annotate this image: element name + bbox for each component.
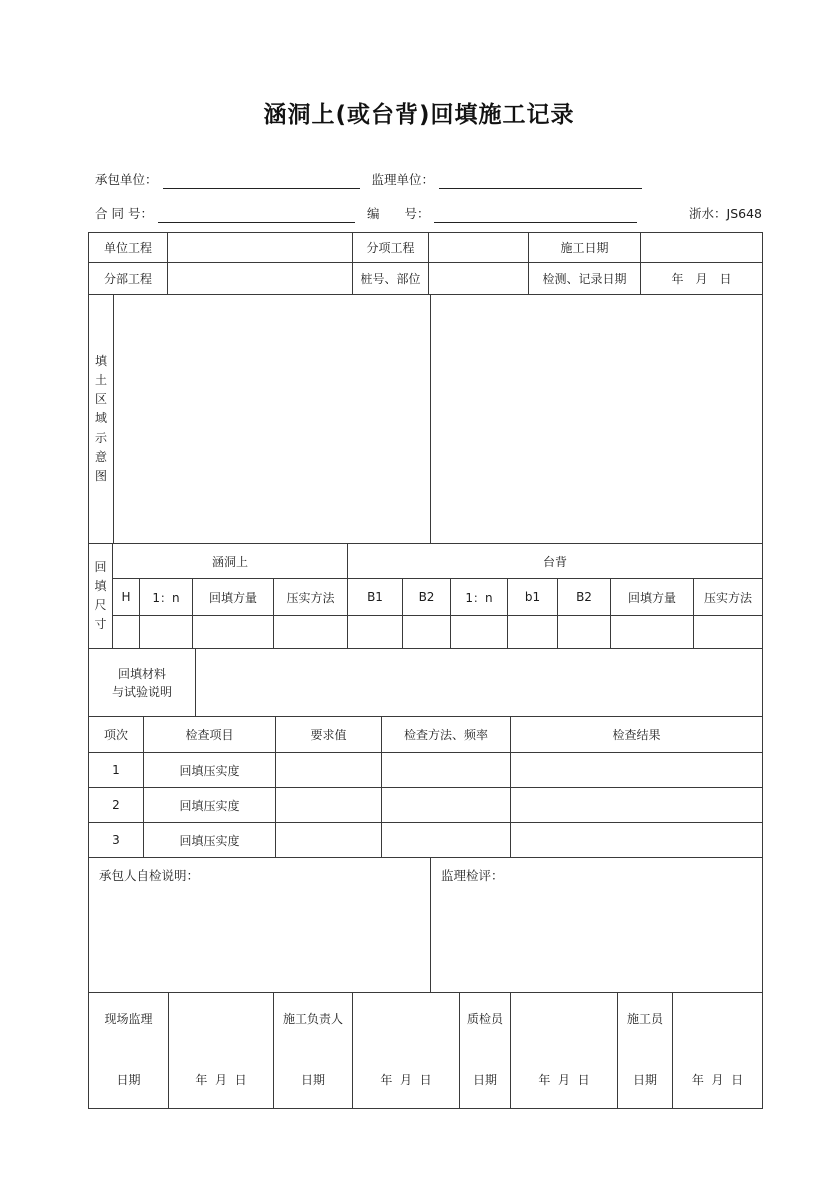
backfill-size-value[interactable] [694, 616, 763, 649]
constructor-role: 施工员 [626, 1011, 663, 1026]
contract-no-blank[interactable] [158, 205, 355, 223]
notes-table [88, 857, 763, 993]
inspection-row [89, 823, 763, 858]
result-cell[interactable] [511, 788, 763, 823]
division-project-label: 分部工程 [89, 263, 168, 295]
col-header-b2-upper-1: B2 [403, 579, 451, 616]
diagram-table [88, 294, 763, 544]
backfill-size-value[interactable] [274, 616, 348, 649]
supervisor-blank[interactable] [439, 171, 642, 189]
backfill-size-label: 回填尺寸 [94, 559, 107, 632]
inspection-header-item: 检查项目 [144, 717, 276, 753]
backfill-size-value[interactable] [451, 616, 508, 649]
header-row-2 [88, 196, 764, 223]
inspection-no: 3 [89, 823, 144, 858]
inspection-item: 回填压实度 [144, 753, 276, 788]
site-supervisor-date-value[interactable]: 年 月 日 [195, 1072, 247, 1087]
construction-leader-sign-cell[interactable] [353, 993, 460, 1109]
material-note-label-cell [89, 649, 196, 717]
backfill-size-value[interactable] [113, 616, 140, 649]
inspection-no: 2 [89, 788, 144, 823]
quality-inspector-sign-cell[interactable] [511, 993, 618, 1109]
method-frequency-cell[interactable] [382, 788, 511, 823]
header-row-1 [88, 162, 764, 189]
pile-no-position-label: 桩号、部位 [353, 263, 429, 295]
backfill-size-value[interactable] [140, 616, 193, 649]
project-info-table [88, 232, 763, 295]
diagram-label: 填土区域示意图 [94, 353, 107, 483]
backfill-size-value[interactable] [348, 616, 403, 649]
unit-project-value[interactable] [168, 233, 353, 263]
inspection-record-date-value[interactable]: 年 月 日 [641, 263, 763, 295]
backfill-size-value[interactable] [558, 616, 611, 649]
construction-date-value[interactable] [641, 233, 763, 263]
construction-leader-date-value[interactable]: 年 月 日 [380, 1072, 432, 1087]
backfill-size-label-cell [89, 544, 113, 649]
serial-no-label: 编 号： [366, 206, 430, 221]
sub-item-project-label: 分项工程 [353, 233, 429, 263]
inspection-no: 1 [89, 753, 144, 788]
inspection-table [88, 716, 763, 858]
site-supervisor-sign-cell[interactable] [169, 993, 274, 1109]
col-header-b1-upper: B1 [348, 579, 403, 616]
inspection-row [89, 788, 763, 823]
contract-no-label: 合 同 号： [95, 206, 153, 221]
unit-project-label: 单位工程 [89, 233, 168, 263]
supervisor-label: 监理单位： [371, 172, 435, 187]
contractor-blank[interactable] [163, 171, 360, 189]
material-note-table [88, 648, 763, 717]
col-header-fill-volume-2: 回填方量 [611, 579, 694, 616]
col-header-slope-1: 1：n [140, 579, 193, 616]
contractor-self-check-cell[interactable]: 承包人自检说明： [89, 858, 431, 993]
construction-leader-label-cell [274, 993, 353, 1109]
material-note-value[interactable] [196, 649, 763, 717]
inspection-record-date-label: 检测、记录日期 [529, 263, 641, 295]
backfill-size-value[interactable] [193, 616, 274, 649]
result-cell[interactable] [511, 823, 763, 858]
diagram-area-right[interactable] [431, 295, 763, 544]
site-supervisor-date-label: 日期 [116, 1072, 141, 1087]
construction-leader-date-label: 日期 [300, 1072, 325, 1087]
col-header-compaction-method-2: 压实方法 [694, 579, 763, 616]
col-header-b1-lower: b1 [508, 579, 558, 616]
construction-date-label: 施工日期 [529, 233, 641, 263]
construction-leader-role: 施工负责人 [282, 1011, 343, 1026]
diagram-label-cell [89, 295, 114, 544]
supervisor-evaluation-cell[interactable]: 监理检评： [431, 858, 763, 993]
col-header-b2-upper-2: B2 [558, 579, 611, 616]
required-value-cell[interactable] [276, 753, 382, 788]
col-header-fill-volume-1: 回填方量 [193, 579, 274, 616]
col-header-slope-2: 1：n [451, 579, 508, 616]
form-header [88, 162, 764, 223]
group-culvert-top: 涵洞上 [113, 544, 348, 579]
quality-inspector-date-value[interactable]: 年 月 日 [538, 1072, 590, 1087]
site-supervisor-role: 现场监理 [104, 1011, 153, 1026]
constructor-sign-cell[interactable] [673, 993, 763, 1109]
material-note-label-line1: 回填材料 [117, 666, 166, 681]
method-frequency-cell[interactable] [382, 823, 511, 858]
col-header-compaction-method-1: 压实方法 [274, 579, 348, 616]
constructor-label-cell [618, 993, 673, 1109]
backfill-size-value[interactable] [611, 616, 694, 649]
constructor-date-label: 日期 [632, 1072, 657, 1087]
result-cell[interactable] [511, 753, 763, 788]
method-frequency-cell[interactable] [382, 753, 511, 788]
inspection-item: 回填压实度 [144, 823, 276, 858]
group-abutment-back: 台背 [348, 544, 763, 579]
inspection-header-no: 项次 [89, 717, 144, 753]
col-header-h: H [113, 579, 140, 616]
inspection-row [89, 753, 763, 788]
backfill-size-value[interactable] [508, 616, 558, 649]
constructor-date-value[interactable]: 年 月 日 [691, 1072, 744, 1087]
quality-inspector-label-cell [460, 993, 511, 1109]
inspection-header-required: 要求值 [276, 717, 382, 753]
division-project-value[interactable] [168, 263, 353, 295]
backfill-size-value[interactable] [403, 616, 451, 649]
required-value-cell[interactable] [276, 823, 382, 858]
contractor-label: 承包单位： [95, 172, 158, 187]
required-value-cell[interactable] [276, 788, 382, 823]
site-supervisor-label-cell [89, 993, 169, 1109]
diagram-area-left[interactable] [114, 295, 431, 544]
form-content [88, 162, 764, 1109]
backfill-size-table [88, 543, 763, 649]
form-code: 浙水：JS648 [689, 206, 762, 221]
sub-item-project-value[interactable] [429, 233, 529, 263]
material-note-label-line2: 与试验说明 [111, 684, 172, 699]
serial-no-blank[interactable] [434, 205, 637, 223]
quality-inspector-date-label: 日期 [472, 1072, 497, 1087]
pile-no-position-value[interactable] [429, 263, 529, 295]
inspection-item: 回填压实度 [144, 788, 276, 823]
form-title: 涵洞上(或台背)回填施工记录 [263, 102, 575, 128]
inspection-header-method: 检查方法、频率 [382, 717, 511, 753]
quality-inspector-role: 质检员 [466, 1011, 503, 1026]
signature-table [88, 992, 763, 1109]
inspection-header-result: 检查结果 [511, 717, 763, 753]
